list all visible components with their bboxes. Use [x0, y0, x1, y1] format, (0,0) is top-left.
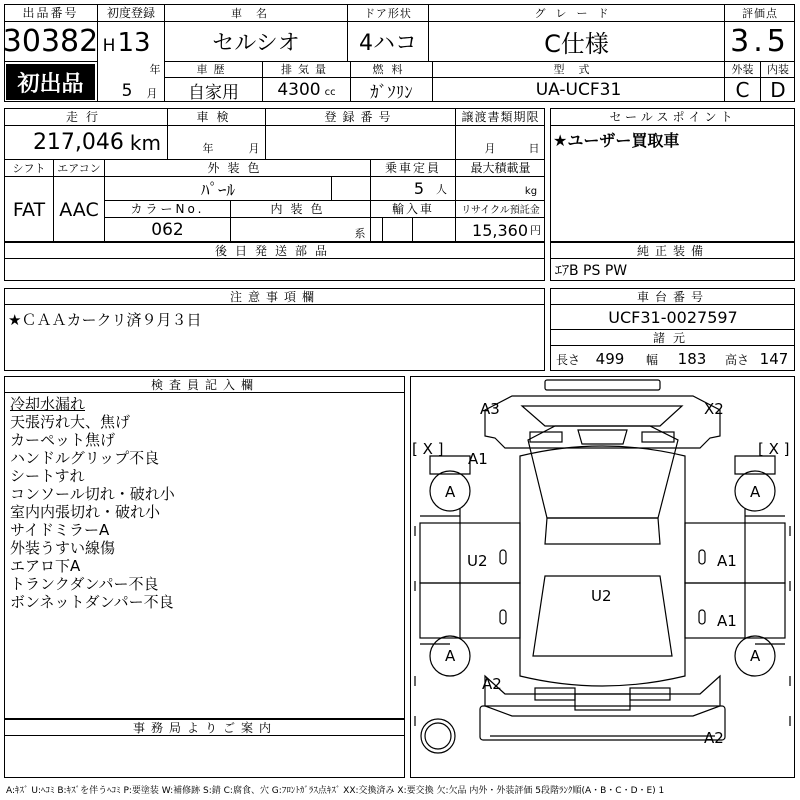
inspector-notes: [10, 395, 175, 611]
mark-tire-fl: A: [445, 483, 456, 501]
mark-a1-right-lower: A1: [717, 612, 737, 630]
grade-value: C仕様: [544, 30, 609, 58]
history-value: 自家用: [188, 82, 239, 103]
note-item: 室内内張切れ・破れ小: [10, 503, 161, 521]
mark-u2-left: U2: [467, 552, 488, 570]
note-item: カーペット焦げ: [10, 431, 116, 449]
lot-number: 30382: [2, 24, 99, 59]
lot-number-label: 出品番号: [22, 6, 79, 20]
shift-label: シフト: [12, 161, 46, 175]
mark-u2-center: U2: [591, 587, 612, 605]
inspection-month-unit: 月: [248, 142, 260, 155]
mark-a3: A3: [480, 400, 500, 418]
mark-a2-bottom: A2: [482, 675, 502, 693]
note-item: トランクダンパー不良: [10, 575, 159, 593]
note-item: エアロ下A: [10, 557, 81, 575]
note-item: サイドミラーA: [10, 521, 110, 539]
mark-x2: X2: [704, 400, 724, 418]
note-item: ボンネットダンパー不良: [10, 593, 174, 611]
recycle-number: 15,360: [472, 220, 528, 240]
width-value: 183: [677, 350, 707, 368]
note-item: 天張汚れ大、焦げ: [10, 413, 131, 431]
note-item: ハンドルグリップ不良: [10, 449, 160, 467]
plate-label: 登録番号: [324, 110, 397, 124]
capacity-number: 5: [413, 179, 424, 198]
color-number-label: カラーNo.: [130, 202, 205, 216]
car-name: セルシオ: [212, 31, 300, 56]
later-parts-label: 後日発送部品: [214, 243, 335, 258]
import-label: 輸入車: [391, 202, 434, 216]
aircon-label: エアコン: [57, 161, 101, 175]
inspector-label: 検査員記入欄: [150, 377, 259, 392]
exterior-color-value: ﾊﾟｰﾙ: [201, 181, 235, 201]
mileage-number: 217,046: [32, 130, 124, 155]
transfer-day-unit: 日: [528, 142, 540, 155]
sales-point-value: ★ユーザー買取車: [553, 130, 680, 150]
caution-value: ★ＣＡＡカークリ済９月３日: [8, 310, 202, 329]
displacement-unit: cc: [324, 87, 336, 98]
capacity-label: 乗車定員: [384, 161, 441, 175]
model-value: UA-UCF31: [535, 80, 622, 100]
car-diagram: [410, 376, 795, 778]
mileage-label: 走行: [65, 110, 106, 124]
transfer-month-unit: 月: [484, 142, 496, 155]
registration-year: 13: [117, 28, 151, 58]
displacement-value: [263, 78, 350, 102]
exterior-color-label: 外装色: [207, 161, 268, 175]
recycle-unit: 円: [530, 224, 541, 237]
mark-tire-fr: A: [750, 483, 761, 501]
interior-score: D: [770, 78, 786, 102]
interior-color-unit: 系: [354, 227, 366, 240]
note-item: シートすれ: [10, 467, 85, 485]
legend: A:ｷｽﾞ U:ﾍｺﾐ B:ｷｽﾞを伴うﾍｺﾐ P:要塗装 W:補修跡 S:錆 C:腐食、穴 G:ﾌﾛﾝﾄｶﾞﾗｽ点ｷｽﾞ XX:交換済み X:要交換 欠:欠品 内外・外装評価 5段階ﾗﾝｸ順(A・B・C・D・E) 1: [6, 786, 665, 796]
model-label: 型式: [553, 63, 604, 76]
car-name-label: 車名: [231, 6, 281, 20]
grade-label: グレード: [534, 6, 619, 20]
first-listing-badge: 初出品: [6, 64, 95, 100]
mark-a1-top: A1: [468, 450, 488, 468]
exterior-score: C: [735, 78, 750, 102]
registration-month: 5: [121, 81, 133, 101]
history-label: 車歴: [196, 63, 231, 76]
caution-label: 注意事項欄: [229, 289, 320, 304]
note-item: 外装うすい線傷: [10, 539, 116, 557]
transfer-deadline-label: 譲渡書類期限: [461, 110, 540, 124]
shift-value: FAT: [12, 198, 46, 221]
max-load-unit: kg: [524, 185, 538, 197]
interior-color-label: 内装色: [270, 202, 331, 216]
sales-point-label: セールスポイント: [609, 110, 737, 124]
displacement-number: 4300: [277, 80, 321, 100]
interior-score-label: 内装: [767, 63, 789, 76]
mark-a2-corner: A2: [704, 729, 724, 747]
displacement-label: 排気量: [281, 63, 332, 76]
fuel-value: ｶﾞｿﾘﾝ: [370, 82, 413, 103]
chassis-number: UCF31-0027597: [608, 307, 738, 327]
color-number-value: 062: [151, 220, 184, 240]
office-label: 事務局よりご案内: [132, 720, 277, 735]
length-value: 499: [595, 350, 625, 368]
height-value: 147: [759, 350, 789, 368]
note-item: コンソール切れ・破れ小: [10, 485, 175, 503]
mark-tire-rl: A: [445, 647, 456, 665]
inspection-label: 車検: [196, 110, 237, 124]
score-label: 評価点: [742, 6, 778, 20]
registration-label: 初度登録: [106, 6, 155, 20]
equipment-label: 純正装備: [636, 243, 709, 258]
mark-x-right: [ X ]: [758, 440, 790, 458]
capacity-value: [371, 177, 455, 200]
mileage-value: [5, 126, 167, 159]
door-label: ドア形状: [364, 6, 412, 20]
door-type: 4ハコ: [359, 31, 417, 56]
aircon-value: AAC: [59, 198, 99, 221]
height-label: 高さ: [724, 352, 749, 367]
registration-era: H: [102, 36, 116, 56]
capacity-unit: 人: [436, 182, 447, 196]
mileage-unit: km: [129, 130, 161, 155]
inspection-year-unit: 年: [202, 142, 214, 155]
registration-month-unit: 月: [146, 87, 158, 100]
max-load-label: 最大積載量: [470, 161, 531, 175]
spec-label: 諸元: [652, 330, 693, 345]
score-value: 3.5: [730, 24, 790, 59]
length-label: 長さ: [555, 352, 580, 367]
chassis-label: 車台番号: [636, 289, 709, 304]
equipment-value: ｴｱB PS PW: [555, 263, 628, 279]
recycle-value: [456, 218, 545, 242]
fuel-label: 燃料: [372, 63, 411, 76]
width-label: 幅: [645, 352, 658, 367]
exterior-score-label: 外装: [731, 63, 754, 76]
mark-a1-right: A1: [717, 552, 737, 570]
mark-x-left: [ X ]: [412, 440, 444, 458]
mark-tire-rr: A: [750, 647, 761, 665]
registration-year-unit: 年: [149, 63, 161, 76]
note-item: 冷却水漏れ: [10, 395, 86, 413]
recycle-label: リサイクル預託金: [461, 205, 540, 216]
